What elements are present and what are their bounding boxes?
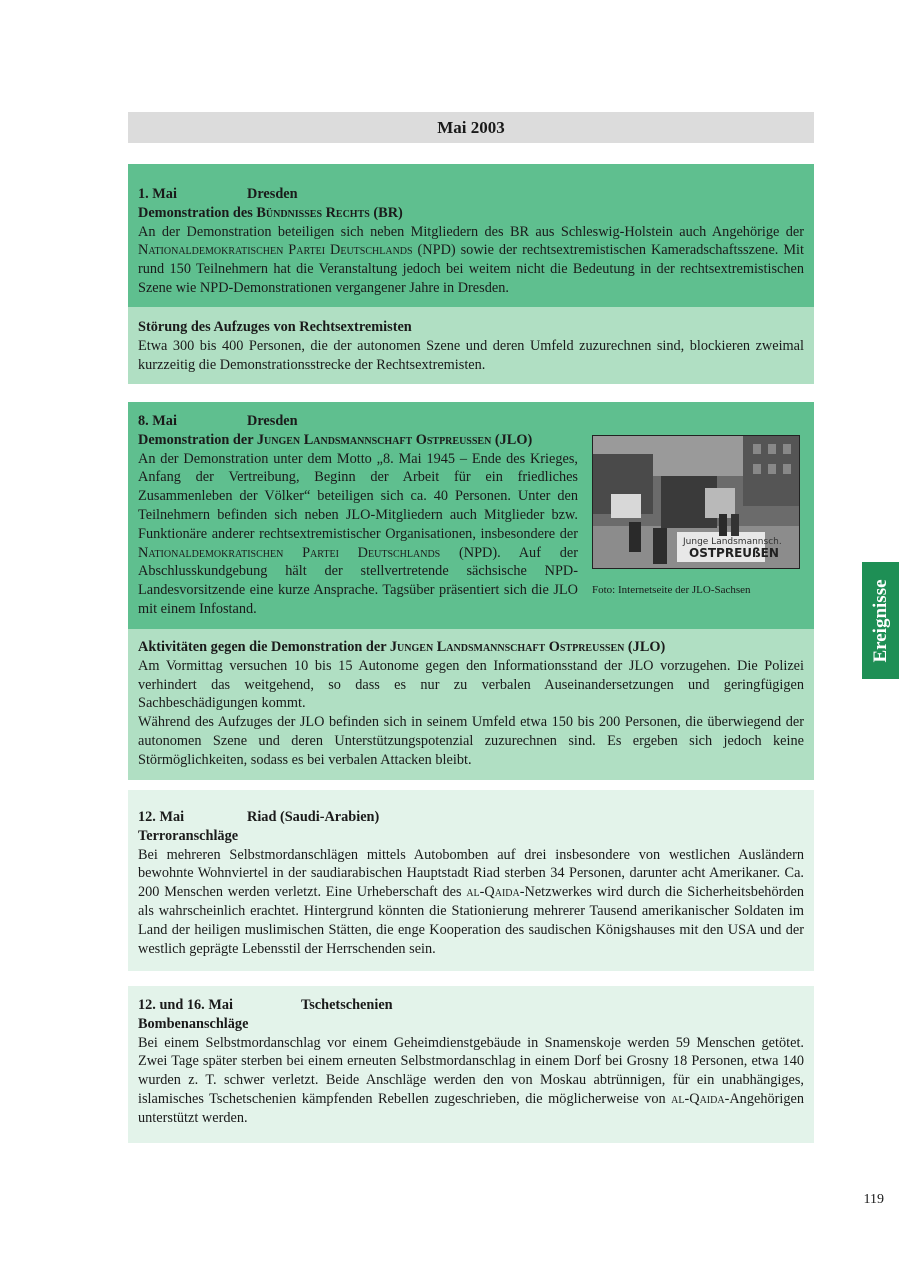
event-1-counter-text: Etwa 300 bis 400 Personen, die der autonomen Szene und deren Umfeld zuzurechnen sind, blockieren zweimal kurzzeitig die Demonstrationsstrecke der Rechtsextremisten. [138, 337, 804, 373]
event-place: Dresden [247, 186, 298, 202]
event-2-text: An der Demonstration unter dem Motto „8. Mai 1945 – Ende des Krieges, Anfang der Vertreibung, Beginn der Arbeit für ein friedliches Zusammenleben der Völker“ beteiligen sich ca. 40 Personen. Unter den Teilnehmern befinden sich neben JLO-Mitgliedern auch Mitglieder bzw. Funktionäre anderer rechtsextremistischer Organisationen, insbesondere der Nationaldemokratischen Partei Deutschlands (NPD). Auf der Abschlusskundgebung hält der stellvertretende sächsische NPD-Landesvorsitzende eine kurze Ansprache. Tagsüber präsentiert sich die JLO mit einem Infostand. [138, 450, 578, 617]
photo-image [593, 436, 799, 568]
event-place: Dresden [247, 413, 298, 429]
event-1-header [138, 185, 804, 204]
event-3-section [128, 790, 814, 971]
side-tab-label: Ereignisse [869, 578, 891, 663]
event-date: 12. Mai [138, 809, 185, 825]
event-4-text: Bei einem Selbstmordanschlag vor einem Geheimdienstgebäude in Snamenskoje werden 59 Menschen getötet. Zwei Tage später sterben bei einem erneuten Selbstmordanschlag in einem Dorf bei Grosny 18 Personen, etwa 140 wurden z. T. schwer verletzt. Beide Anschläge werden den von Moskau abtrünnigen, für ein unabhängiges, islamisches Tschetschenien kämpfenden Rebellen zugeschrieben, die möglicherweise von al-Qaida-Angehörigen unterstützt werden. [138, 1034, 804, 1126]
event-date: 8. Mai [138, 413, 177, 429]
event-4-title: Bombenanschläge [138, 1015, 249, 1032]
event-2-counter-text-1: Am Vormittag versuchen 10 bis 15 Autonome gegen den Informationsstand der JLO vorzugehen. Die Polizei verhindert das weitgehend, so dass es nur zu verbalen Auseinandersetzungen und geringfügigen Sachbeschädigungen kommt. [138, 657, 804, 712]
event-3-header [138, 808, 804, 827]
event-1-title: Demonstration des Bündnisses Rechts (BR) [138, 204, 403, 221]
month-heading: Mai 2003 [128, 112, 814, 143]
event-date: 1. Mai [138, 186, 177, 202]
event-2-header [138, 412, 804, 431]
photo-caption: Foto: Internetseite der JLO-Sachsen [592, 584, 751, 596]
event-3-text: Bei mehreren Selbstmordanschlägen mittels Autobomben auf drei insbesondere von westlichen Ausländern bewohnte Wohnviertel in der saudiarabischen Hauptstadt Riad sterben 34 Personen, darunter acht Amerikaner. Ca. 200 Menschen werden verletzt. Eine Urheberschaft des al-Qaida-Netzwerkes wird durch die Sicherheitsbehörden als wahrscheinlich erachtet. Hintergrund könnten die Stationierung mehrerer Tausend amerikanischer Soldaten im Land der heiligen muslimischen Stätten, die enge Kooperation des saudischen Königshauses mit den USA und der westlich geprägte Lebensstil der Herrschenden sein. [138, 846, 805, 957]
event-place: Tschetschenien [301, 997, 393, 1013]
svg-text:Junge Landsmannsch.: Junge Landsmannsch. [683, 537, 782, 547]
svg-text:OSTPREUßEN: OSTPREUßEN [689, 546, 779, 560]
event-1-counter-title: Störung des Aufzuges von Rechtsextremisten [138, 319, 412, 335]
event-3-title: Terroranschläge [138, 827, 239, 844]
event-place: Riad (Saudi-Arabien) [247, 809, 380, 825]
event-1-text: An der Demonstration beteiligen sich neben Mitgliedern des BR aus Schleswig-Holstein auch Angehörige der Nationaldemokratischen Partei Deutschlands (NPD) sowie der rechtsextremistischen Kameradschaftsszene. Mit rund 150 Teilnehmern hat die Veranstaltung jedoch bei weitem nicht die Bedeutung in der rechtsextremistischen Szene wie NPD-Demonstrationen vergangener Jahre in Dresden. [138, 223, 804, 296]
event-2-counter-title: Aktivitäten gegen die Demonstration der Jungen Landsmannschaft Ostpreußen (JLO) [138, 639, 666, 655]
event-2-title: Demonstration der Jungen Landsmannschaft Ostpreußen (JLO) [138, 431, 533, 448]
event-2-counter-section [128, 629, 814, 780]
event-2-counter-text-2: Während des Aufzuges der JLO befinden sich in seinem Umfeld etwa 150 bis 200 Personen, die überwiegend der autonomen Szene und deren Unterstützungspotenzial zuzurechnen sind. Es ergeben sich jedoch keine Störmöglichkeiten, sodass es bei verbalen Attacken bleibt. [138, 714, 804, 768]
event-2-section [128, 402, 814, 629]
event-1-section [128, 164, 814, 307]
section-side-tab [862, 562, 899, 679]
event-date: 12. und 16. Mai [138, 997, 233, 1013]
event-4-section [128, 986, 814, 1143]
event-1-counter-section [128, 307, 814, 384]
page-number: 119 [863, 1192, 884, 1207]
event-photo [592, 435, 800, 569]
event-4-header [138, 996, 804, 1015]
